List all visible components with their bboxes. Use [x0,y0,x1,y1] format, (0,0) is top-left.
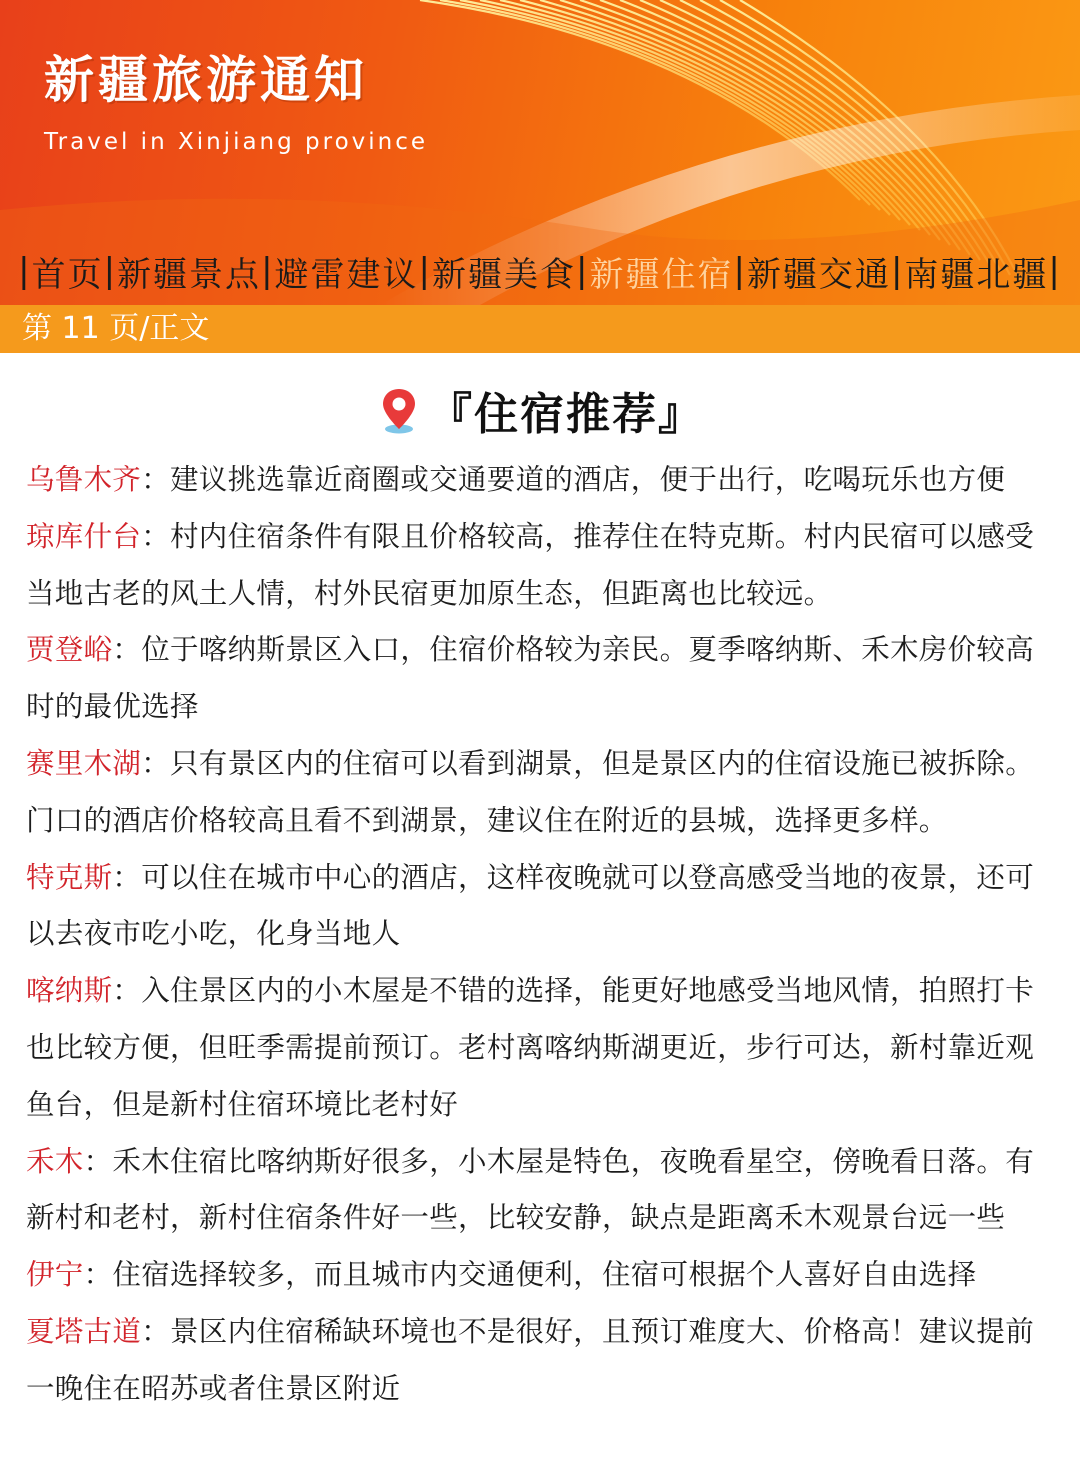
nav-item-food[interactable]: 新疆美食 [432,254,576,295]
list-item [26,1134,1058,1248]
accommodation-list [26,452,1058,1418]
entry-text: ：住宿选择较多，而且城市内交通便利，住宿可根据个人喜好自由选择 [83,1258,977,1292]
list-item [26,622,1058,736]
place-name: 伊宁 [26,1258,84,1292]
entry-text: ：村内住宿条件有限且价格较高，推荐住在特克斯。村内民宿可以感受当地古老的风土人情，村外民宿更加原生态，但距离也比较远。 [26,519,1035,610]
place-name: 喀纳斯 [26,974,113,1008]
page-subtitle: Travel in Xinjiang province [44,129,429,155]
place-name: 禾木 [26,1144,84,1178]
list-item [26,1247,1058,1304]
header-banner [0,0,1080,305]
list-item [26,452,1058,509]
entry-text: ：入住景区内的小木屋是不错的选择，能更好地感受当地风情，拍照打卡也比较方便，但旺季需提前预订。老村离喀纳斯湖更近，步行可达，新村靠近观鱼台，但是新村住宿环境比老村好 [26,974,1035,1121]
place-name: 贾登峪 [26,633,113,667]
section-heading [0,378,1080,442]
entry-text: ：可以住在城市中心的酒店，这样夜晚就可以登高感受当地的夜景，还可以去夜市吃小吃，化身当地人 [26,860,1035,951]
nav-item-south-north[interactable]: 南疆北疆 [904,254,1049,295]
nav-item-transport[interactable]: 新疆交通 [746,254,891,295]
entry-text: ：禾木住宿比喀纳斯好很多，小木屋是特色，夜晚看星空，傍晚看日落。有新村和老村，新村住宿条件好一些，比较安静，缺点是距离禾木观景台远一些 [26,1144,1035,1235]
place-name: 夏塔古道 [26,1314,142,1348]
list-item [26,963,1058,1133]
place-name: 特克斯 [26,860,113,894]
section-title: 『住宿推荐』 [428,389,704,440]
list-item [26,1304,1058,1418]
nav-item-home[interactable]: 首页 [31,254,104,295]
page-indicator: 第 11 页/正文 [22,311,210,346]
nav-item-attractions[interactable]: 新疆景点 [117,254,262,295]
list-item [26,509,1058,623]
location-pin-icon [376,385,422,435]
entry-text: ：建议挑选靠近商圈或交通要道的酒店，便于出行，吃喝玩乐也方便 [141,463,1006,496]
entry-text: ：只有景区内的住宿可以看到湖景，但是景区内的住宿设施已被拆除。门口的酒店价格较高且看不到湖景，建议住在附近的县城，选择更多样。 [26,746,1035,837]
page-indicator-bar [0,305,1080,353]
list-item [26,736,1058,850]
nav-item-pitfall-tips[interactable]: 避雷建议 [274,254,419,295]
entry-text: ：位于喀纳斯景区入口，住宿价格较为亲民。夏季喀纳斯、禾木房价较高时的最优选择 [26,633,1035,724]
place-name: 乌鲁木齐 [26,463,142,496]
list-item [26,850,1058,964]
entry-text: ：景区内住宿稀缺环境也不是很好，且预订难度大、价格高！建议提前一晚住在昭苏或者住景区附近 [26,1314,1035,1405]
place-name: 琼库什台 [26,519,142,553]
place-name: 赛里木湖 [26,746,142,780]
nav-item-accommodation[interactable]: 新疆住宿 [589,254,734,295]
nav-bar: | 首页 | 新疆景点 | 避雷建议 | 新疆美食 | 新疆住宿 | 新疆交通 | 南疆北疆 | [0,244,1080,298]
page-title: 新疆旅游通知 [44,51,368,109]
